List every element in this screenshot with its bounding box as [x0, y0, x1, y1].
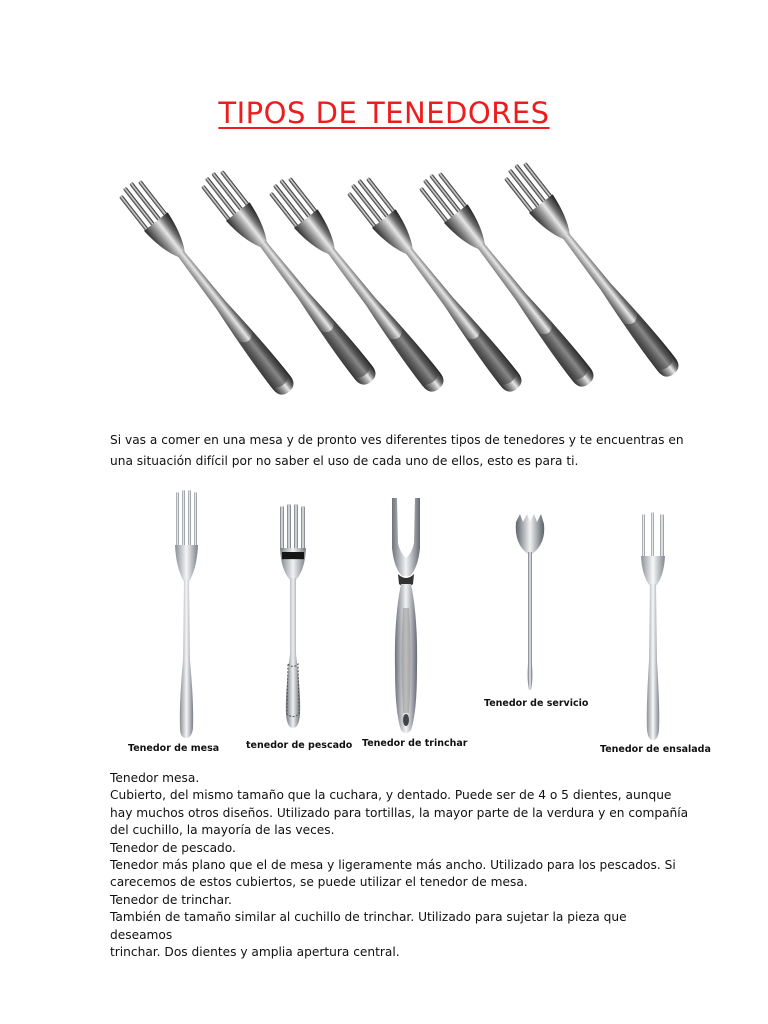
description-line: trinchar. Dos dientes y amplia apertura central.: [110, 945, 400, 960]
fork-types-row: [0, 488, 768, 768]
caption-salad-fork: Tenedor de ensalada: [600, 744, 711, 755]
page-title: TIPOS DE TENEDORES: [218, 96, 550, 130]
intro-line: una situación difícil por no saber el uso de cada uno de ellos, esto es para ti.: [110, 454, 579, 468]
description-line: carecemos de estos cubiertos, se puede utilizar el tenedor de mesa.: [110, 875, 528, 890]
fork-photo-6: [501, 158, 686, 383]
description-line: Tenedor más plano que el de mesa y ligeramente más ancho. Utilizado para los pescados. Si: [110, 858, 676, 873]
fork-photo-5: [416, 168, 601, 393]
description-heading: Tenedor de pescado.: [110, 840, 236, 855]
description-heading: Tenedor mesa.: [110, 771, 200, 785]
six-forks-image: [108, 152, 720, 422]
description-line: Cubierto, del mismo tamaño que la cuchara, y dentado. Puede ser de 4 o 5 dientes, aunque: [110, 788, 672, 803]
description-heading: Tenedor de trinchar.: [110, 892, 232, 907]
description-line: hay muchos otros diseños. Utilizado para tortillas, la mayor parte de la verdura y en compañía: [110, 805, 689, 820]
intro-paragraph: [110, 430, 700, 472]
table-fork-image: [168, 490, 208, 740]
caption-carving-fork: Tenedor de trinchar: [362, 738, 468, 749]
description-line: del cuchillo, la mayoría de las veces.: [110, 823, 335, 838]
caption-table-fork: Tenedor de mesa: [128, 743, 220, 754]
description-line: También de tamaño similar al cuchillo de trinchar. Utilizado para sujetar la pieza que deseamos: [110, 910, 627, 942]
fork-photo-1: [116, 176, 301, 401]
serving-fork-image: [510, 514, 550, 694]
caption-serving-fork: Tenedor de servicio: [484, 698, 589, 709]
descriptions-section: [110, 770, 690, 961]
salad-fork-image: [634, 510, 674, 742]
fish-fork-image: [274, 504, 314, 730]
intro-line: Si vas a comer en una mesa y de pronto ves diferentes tipos de tenedores y te encuentras en: [110, 433, 684, 447]
caption-fish-fork: tenedor de pescado: [246, 740, 353, 751]
carving-fork-image: [384, 498, 428, 738]
